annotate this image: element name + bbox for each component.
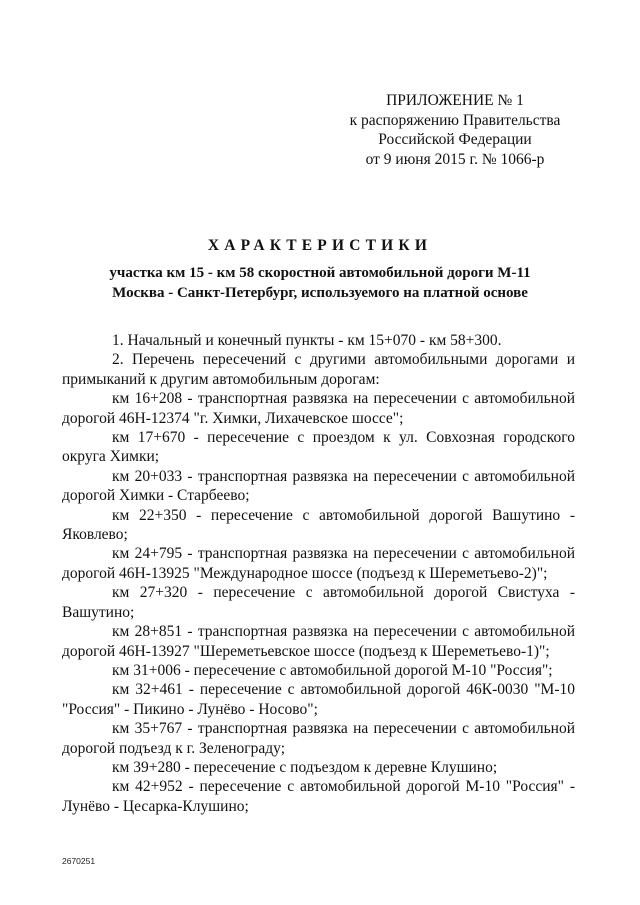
paragraph-1 bbox=[62, 331, 575, 350]
list-item-km17 bbox=[62, 428, 575, 467]
subtitle-line-1: участка км 15 - км 58 скоростной автомобильной дороги М-11 bbox=[109, 265, 531, 281]
list-item-km24 bbox=[62, 544, 575, 583]
list-item-km31-line-1: км 31+006 - пересечение с автомобильной дорогой М-10 "Россия"; bbox=[112, 661, 553, 679]
list-item-km28-line-2: дорогой 46Н-13927 "Шереметьевское шоссе (подъезд к Шереметьево-1)"; bbox=[62, 642, 550, 660]
list-item-km16-line-1: км 16+208 - транспортная развязка на пересечении с автомобильной bbox=[112, 390, 575, 408]
list-item-km27-line-2: Вашутино; bbox=[62, 603, 135, 621]
list-item-km17-line-2: округа Химки; bbox=[62, 448, 160, 466]
list-item-km35-line-1: км 35+767 - транспортная развязка на пересечении с автомобильной bbox=[112, 720, 575, 738]
paragraph-2 bbox=[62, 350, 575, 389]
list-item-km35-line-2: дорогой подъезд к г. Зеленограду; bbox=[62, 739, 285, 757]
list-item-km24-line-2: дорогой 46Н-13925 "Международное шоссе (подъезд к Шереметьево-2)"; bbox=[62, 564, 548, 582]
paragraph-1-text: 1. Начальный и конечный пункты - км 15+070 - км 58+300. bbox=[112, 332, 502, 349]
document-heading: ХАРАКТЕРИСТИКИ bbox=[207, 237, 433, 254]
list-item-km27 bbox=[62, 583, 575, 622]
list-item-km28-line-1: км 28+851 - транспортная развязка на пересечении с автомобильной bbox=[112, 623, 575, 641]
appendix-title: ПРИЛОЖЕНИЕ № 1 bbox=[386, 92, 524, 109]
list-item-km42-line-1: км 42+952 - пересечение с автомобильной дорогой М-10 "Россия" - bbox=[112, 778, 575, 796]
paragraph-2-line-1: 2. Перечень пересечений с другими автомобильными дорогами и bbox=[112, 351, 575, 369]
list-item-km31 bbox=[62, 661, 575, 680]
appendix-government: Российской Федерации bbox=[378, 131, 532, 148]
list-item-km32-line-2: "Россия" - Пикино - Лунёво - Носово"; bbox=[62, 700, 318, 718]
list-item-km20-line-2: дорогой Химки - Старбеево; bbox=[62, 487, 250, 505]
list-item-km42 bbox=[62, 777, 575, 816]
list-item-km28 bbox=[62, 622, 575, 661]
list-item-km39 bbox=[62, 758, 575, 777]
list-item-km16-line-2: дорогой 46Н-12374 "г. Химки, Лихачевское шоссе"; bbox=[62, 409, 404, 427]
footer-document-code: 2670251 bbox=[62, 856, 96, 866]
appendix-date-number: от 9 июня 2015 г. № 1066-р bbox=[365, 150, 545, 168]
list-item-km32-line-1: км 32+461 - пересечение с автомобильной дорогой 46К-0030 "М-10 bbox=[112, 681, 575, 699]
list-item-km22-line-1: км 22+350 - пересечение с автомобильной дорогой Вашутино - bbox=[112, 506, 575, 524]
list-item-km22-line-2: Яковлево; bbox=[62, 526, 128, 544]
list-item-km24-line-1: км 24+795 - транспортная развязка на пересечении с автомобильной bbox=[112, 545, 575, 563]
list-item-km35 bbox=[62, 719, 575, 758]
document-subtitle bbox=[60, 264, 580, 303]
list-item-km20-line-1: км 20+033 - транспортная развязка на пересечении с автомобильной bbox=[112, 467, 575, 485]
list-item-km27-line-1: км 27+320 - пересечение с автомобильной дорогой Свистуха - bbox=[112, 584, 575, 602]
list-item-km42-line-2: Лунёво - Цесарка-Клушино; bbox=[62, 797, 249, 815]
paragraph-2-line-2: примыканий к другим автомобильным дорогам: bbox=[62, 370, 380, 388]
subtitle-line-2: Москва - Санкт-Петербург, используемого на платной основе bbox=[112, 284, 528, 301]
list-item-km20 bbox=[62, 467, 575, 506]
list-item-km16 bbox=[62, 389, 575, 428]
list-item-km39-line-1: км 39+280 - пересечение с подъездом к деревне Клушино; bbox=[112, 758, 498, 776]
document-body bbox=[62, 331, 575, 816]
appendix-block bbox=[330, 91, 580, 169]
list-item-km22 bbox=[62, 506, 575, 545]
appendix-reference: к распоряжению Правительства bbox=[349, 111, 561, 129]
list-item-km17-line-1: км 17+670 - пересечение с проездом к ул. Совхозная городского bbox=[112, 429, 575, 447]
list-item-km32 bbox=[62, 680, 575, 719]
